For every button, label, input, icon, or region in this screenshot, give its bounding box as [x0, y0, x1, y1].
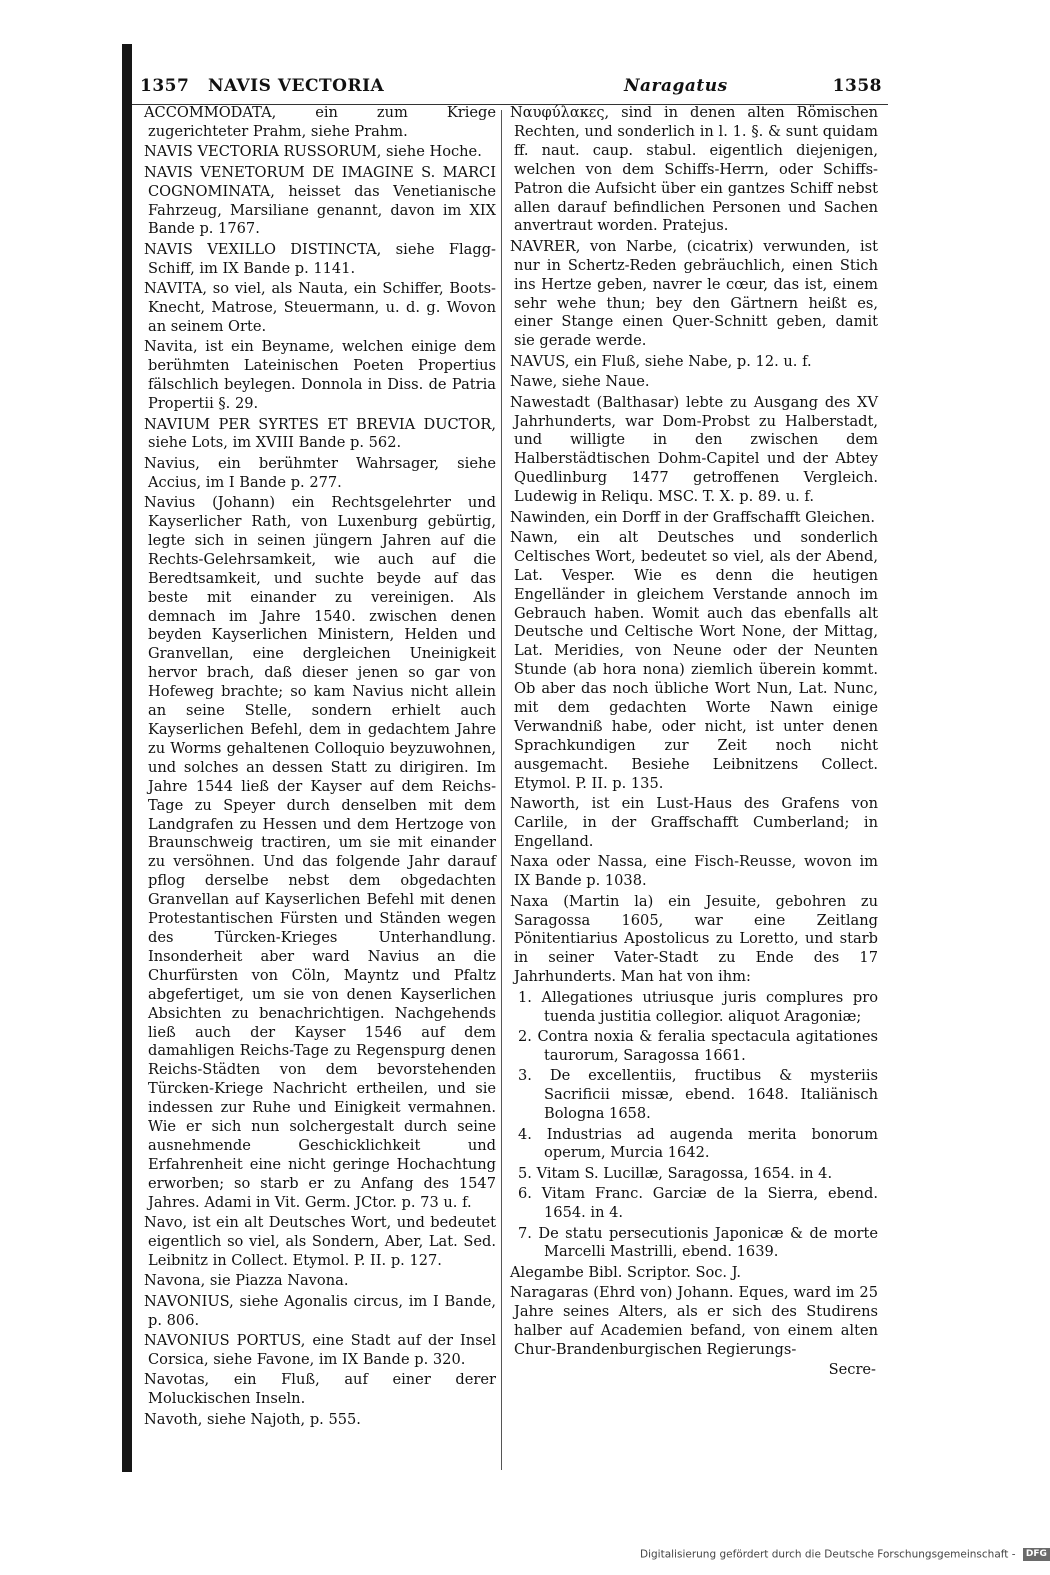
- dictionary-entry: NAVONIUS PORTUS, eine Stadt auf der Insel Corsica, siehe Favone, im IX Bande p. 320.: [144, 1332, 496, 1368]
- dictionary-entry: NAVIS VEXILLO DISTINCTA, siehe Flagg-Schiff, im IX Bande p. 1141.: [144, 240, 496, 277]
- works-list-item: 1. Allegationes utriusque juris complures pro tuenda justitia collegior. aliquot Aragoniæ;: [518, 988, 878, 1025]
- dictionary-entry: Alegambe Bibl. Scriptor. Soc. J.: [510, 1263, 742, 1281]
- running-head: [132, 74, 888, 105]
- running-headword-left: NAVIS VECTORIA: [208, 76, 385, 96]
- dictionary-entry: NAVIS VENETORUM DE IMAGINE S. MARCI COGNOMINATA, heisset das Venetianische Fahrzeug, Marsiliane genannt, davon im XIX Bande p. 1767.: [144, 163, 496, 238]
- dictionary-entry: Naxa (Martin la) ein Jesuite, gebohren zu Saragossa 1605, war eine Zeitlang Pönitentiarius Apostolicus zu Loretto, und starb in seiner Vater-Stadt zu Ende des 17 Jahrhunderts. Man hat von ihm:: [510, 892, 878, 986]
- dictionary-entry: ACCOMMODATA, ein zum Kriege zugerichteter Prahm, siehe Prahm.: [144, 104, 496, 140]
- dictionary-entry: Nawe, siehe Naue.: [510, 373, 650, 391]
- digitization-credit: [640, 1548, 1050, 1561]
- dictionary-entry: Naworth, ist ein Lust-Haus des Grafens von Carlile, in der Graffschafft Cumberland; in Engelland.: [510, 795, 878, 850]
- dictionary-entry: NAVIUM PER SYRTES ET BREVIA DUCTOR, siehe Lots, im XVIII Bande p. 562.: [144, 415, 496, 452]
- dictionary-entry: NAVITA, so viel, als Nauta, ein Schiffer, Boots-Knecht, Matrose, Steuermann, u. d. g. Wovon an seinem Orte.: [144, 280, 496, 335]
- dictionary-entry: Nawestadt (Balthasar) lebte zu Ausgang des XV Jahrhunderts, war Dom-Probst zu Halberstadt, und willigte in den zwischen dem Halberstädtischen Dohm-Capitel und der Abtey Quedlinburg 1477 getroffenen Vergleich. Ludewig in Reliqu. MSC. T. X. p. 89. u. f.: [510, 393, 878, 506]
- dictionary-entry: NAVRER, von Narbe, (cicatrix) verwunden, ist nur in Schertz-Reden gebräuchlich, einen Stich ins Hertze geben, navrer le cœur, das ist, einem sehr wehe thun; bey den Gärtnern heißt es, einer Stange einen Quer-Schnitt geben, damit sie gerade werde.: [510, 237, 878, 350]
- dictionary-entry: Navius (Johann) ein Rechtsgelehrter und Kayserlicher Rath, von Luxenburg gebürtig, legte sich in seinen jüngern Jahren auf die Rechts-Gelehrsamkeit, wie auch auf die Beredtsamkeit, und suchte beyde auf das beste mit einander zu vereinigen. Als demnach im Jahre 1540. zwischen denen beyden Kayserlichen Ministern, Helden und Granvellan, eine dergleichen Uneinigkeit hervor brach, daß dieser jenen so gar von Hofeweg brachte; so kam Navius nicht allein an seine Stelle, sondern erhielt auch Kayserlichen Befehl, dem in gedachtem Jahre zu Worms gehaltenen Colloquio beyzuwohnen, und solches an dessen Statt zu dirigiren. Im Jahre 1544 ließ der Kayser auf dem Reichs-Tage zu Speyer durch denselben mit dem Landgrafen zu Hessen und dem Hertzoge von Braunschweig tractiren, um sie mit einander zu versöhnen. Und das folgende Jahr darauf pflog derselbe nebst dem obgedachten Granvellan auf Kayserlichen Befehl mit denen Protestantischen Fürsten und Ständen wegen des Türcken-Krieges Unterhandlung. Insonderheit aber ward Navius an die Churfürsten von Cöln, Mayntz und Pfaltz abgefertiget, um sie von denen Kayserlichen Absichten zu benachrichtigen. Nachgehends ließ auch der Kayser 1546 auf dem damahligen Reichs-Tage zu Regenspurg denen Reichs-Städten von dem bevorstehenden Türcken-Kriege Nachricht ertheilen, und sie indessen zur Ruhe und Einigkeit vermahnen. Wie er sich nun solchergestalt durch seine ausnehmende Geschicklichkeit und Erfahrenheit eine nicht geringe Hochachtung erworben; so starb er zu Anfang des 1547 Jahres. Adami in Vit. Germ. JCtor. p. 73 u. f.: [144, 494, 496, 1211]
- page-number-right: 1358: [832, 76, 882, 96]
- catchword: Secre-: [828, 1361, 876, 1379]
- scan-dark-edge: [122, 44, 132, 1472]
- dictionary-entry: Naxa oder Nassa, eine Fisch-Reusse, wovon im IX Bande p. 1038.: [510, 853, 878, 890]
- dictionary-entry: Naragaras (Ehrd von) Johann. Eques, ward im 25 Jahre seines Alters, als er sich des Studirens halber auf Academien befand, von einem alten Chur-Brandenburgischen Regierungs-: [510, 1284, 878, 1358]
- dictionary-entry: Navona, sie Piazza Navona.: [144, 1272, 349, 1290]
- dictionary-entry: Navotas, ein Fluß, auf einer derer Moluckischen Inseln.: [144, 1371, 496, 1408]
- dictionary-entry: NAVONIUS, siehe Agonalis circus, im I Bande, p. 806.: [144, 1292, 496, 1329]
- works-list-item: 4. Industrias ad augenda merita bonorum operum, Murcia 1642.: [518, 1125, 878, 1162]
- works-list-item: 3. De excellentiis, fructibus & mysteriis Sacrificii missæ, ebend. 1648. Italiänisch Bologna 1658.: [518, 1067, 878, 1123]
- works-list-item: 6. Vitam Franc. Garciæ de la Sierra, ebend. 1654. in 4.: [518, 1185, 878, 1222]
- dfg-logo: DFG: [1023, 1548, 1050, 1561]
- dictionary-entry: Navo, ist ein alt Deutsches Wort, und bedeutet eigentlich so viel, als Sondern, Aber, Lat. Sed. Leibnitz in Collect. Etymol. P. II. p. 127.: [144, 1214, 496, 1269]
- works-list-item: 5. Vitam S. Lucillæ, Saragossa, 1654. in 4.: [518, 1164, 833, 1182]
- works-list-item: 7. De statu persecutionis Japonicæ & de morte Marcelli Mastrilli, ebend. 1639.: [518, 1224, 878, 1261]
- dictionary-entry: Navoth, siehe Najoth, p. 555.: [144, 1410, 361, 1428]
- works-list-item: 2. Contra noxia & feralia spectacula agitationes taurorum, Saragossa 1661.: [518, 1028, 878, 1064]
- dictionary-entry: Ναυφύλακες, sind in denen alten Römischen Rechten, und sonderlich in l. 1. §. & sunt quidam ff. naut. caup. stabul. eigentlich diejenigen, welchen von dem Schiffs-Herrn, oder Schiffs-Patron die Aufsicht über ein gantzes Schiff nebst allen darauf befindlichen Personen und Sachen anvertraut worden. Pratejus.: [510, 104, 878, 235]
- page-number-left: 1357: [140, 76, 190, 96]
- right-column: [510, 104, 878, 1472]
- credit-text: Digitalisierung gefördert durch die Deutsche Forschungsgemeinschaft -: [640, 1548, 1016, 1561]
- dictionary-entry: Navita, ist ein Beyname, welchen einige dem berühmten Lateinischen Poeten Propertius fälschlich beylegen. Donnola in Diss. de Patria Propertii §. 29.: [144, 338, 496, 413]
- column-divider: [501, 110, 502, 1470]
- dictionary-entry: Nawn, ein alt Deutsches und sonderlich Celtisches Wort, bedeutet so viel, als der Abend, Lat. Vesper. Wie es denn die heutigen Engelländer in gleichem Verstande annoch im Gebrauch haben. Womit auch das ebenfalls alt Deutsche und Celtische Wort None, der Mittag, Lat. Meridies, von Neune oder der Neunten Stunde (ab hora nona) ziemlich überein kommt. Ob aber das noch übliche Wort Nun, Lat. Nunc, mit dem gedachten Worte Nawn einige Verwandniß habe, oder nicht, ist unter denen Sprachkundigen zur Zeit noch nicht ausgemacht. Besiehe Leibnitzens Collect. Etymol. P. II. p. 135.: [510, 528, 878, 792]
- dictionary-entry: Navius, ein berühmter Wahrsager, siehe Accius, im I Bande p. 277.: [144, 454, 496, 491]
- book-page: [132, 40, 888, 1480]
- dictionary-entry: Nawinden, ein Dorff in der Graffschafft Gleichen.: [510, 508, 876, 526]
- dictionary-entry: NAVIS VECTORIA RUSSORUM, siehe Hoche.: [144, 143, 482, 161]
- left-column: [144, 104, 496, 1472]
- dictionary-entry: NAVUS, ein Fluß, siehe Nabe, p. 12. u. f.: [510, 352, 812, 370]
- running-headword-right: Naragatus: [624, 76, 728, 96]
